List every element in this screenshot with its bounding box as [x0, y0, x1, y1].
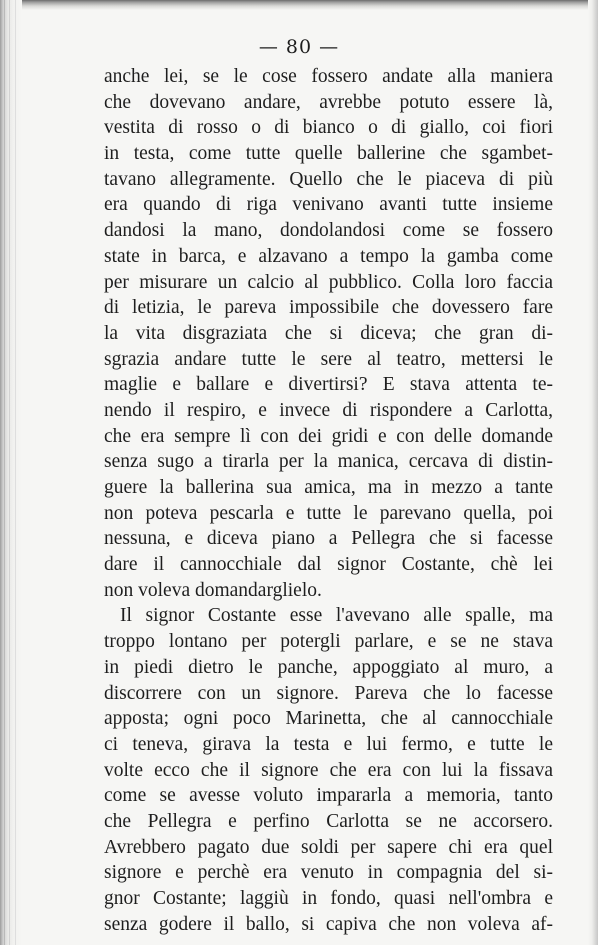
text-line: senza sugo a tirarla per la manica, cercava di distin- — [104, 451, 553, 473]
paragraph — [104, 603, 553, 937]
text-line: vestita di rosso o di bianco o di giallo, coi fiori — [104, 117, 553, 139]
text-line: tavano allegramente. Quello che le piaceva di più — [104, 168, 553, 190]
text-line: che dovevano andare, avrebbe potuto essere là, — [104, 91, 553, 113]
text-line: nessuna, e diceva piano a Pellegra che si facesse — [104, 528, 553, 550]
body-text — [104, 64, 553, 937]
text-line: di letizia, le pareva impossibile che dovessero fare — [104, 297, 553, 319]
text-line: non voleva domandarglielo. — [104, 579, 322, 601]
text-line: senza godere il ballo, si capiva che non voleva af- — [104, 913, 553, 935]
text-line: in piedi dietro le panche, appoggiato al muro, a — [104, 656, 553, 678]
text-line: state in barca, e alzavano a tempo la gamba come — [104, 245, 553, 267]
text-line: discorrere con un signore. Pareva che lo facesse — [104, 682, 553, 704]
paragraph — [104, 64, 553, 603]
text-line: Avrebbero pagato due soldi per sapere chi era quel — [104, 836, 553, 858]
text-line: signore e perchè era venuto in compagnia del si- — [104, 862, 553, 884]
page-number: — 80 — — [258, 36, 340, 58]
text-line: in testa, come tutte quelle ballerine che sgambet- — [104, 143, 553, 165]
text-line: che Pellegra e perfino Carlotta se ne accorsero. — [104, 810, 553, 832]
text-line: dare il cannocchiale dal signor Costante, chè lei — [104, 554, 553, 576]
text-line: Il signor Costante esse l'avevano alle spalle, ma — [120, 605, 553, 627]
scan-binding-edge — [0, 0, 22, 945]
text-line: maglie e ballare e divertirsi? E stava attenta te- — [104, 374, 553, 396]
text-line: dandosi la mano, dondolandosi come se fossero — [104, 220, 553, 242]
text-line: anche lei, se le cose fossero andate alla maniera — [104, 66, 553, 87]
text-line: sgrazia andare tutte le sere al teatro, mettersi le — [104, 348, 553, 370]
text-line: guere la ballerina sua amica, ma in mezzo a tante — [104, 477, 553, 498]
text-line: la vita disgraziata che si diceva; che gran di- — [104, 322, 553, 344]
scan-top-edge — [0, 0, 598, 10]
binding-line — [4, 0, 5, 945]
text-line: apposta; ogni poco Marinetta, che al cannocchiale — [104, 708, 553, 730]
text-line: che era sempre lì con dei gridi e con delle domande — [104, 425, 553, 447]
text-line: troppo lontano per potergli parlare, e se ne stava — [104, 631, 553, 653]
text-line: per misurare un calcio al pubblico. Colla loro faccia — [104, 271, 553, 293]
text-line: ci teneva, girava la testa e lui fermo, e tutte le — [104, 733, 553, 755]
scan-right-edge — [588, 0, 598, 945]
binding-line — [15, 0, 16, 945]
text-line: era quando di riga venivano avanti tutte insieme — [104, 194, 553, 216]
text-line: come se avesse voluto impararla a memoria, tanto — [104, 785, 553, 807]
binding-line — [9, 0, 10, 945]
text-line: non poteva pescarla e tutte le parevano quella, poi — [104, 502, 553, 524]
text-line: gnor Costante; laggiù in fondo, quasi nell'ombra e — [104, 888, 553, 909]
text-line: volte ecco che il signore che era con lui la fissava — [104, 759, 553, 781]
text-line: nendo il respiro, e invece di rispondere a Carlotta, — [104, 399, 553, 421]
